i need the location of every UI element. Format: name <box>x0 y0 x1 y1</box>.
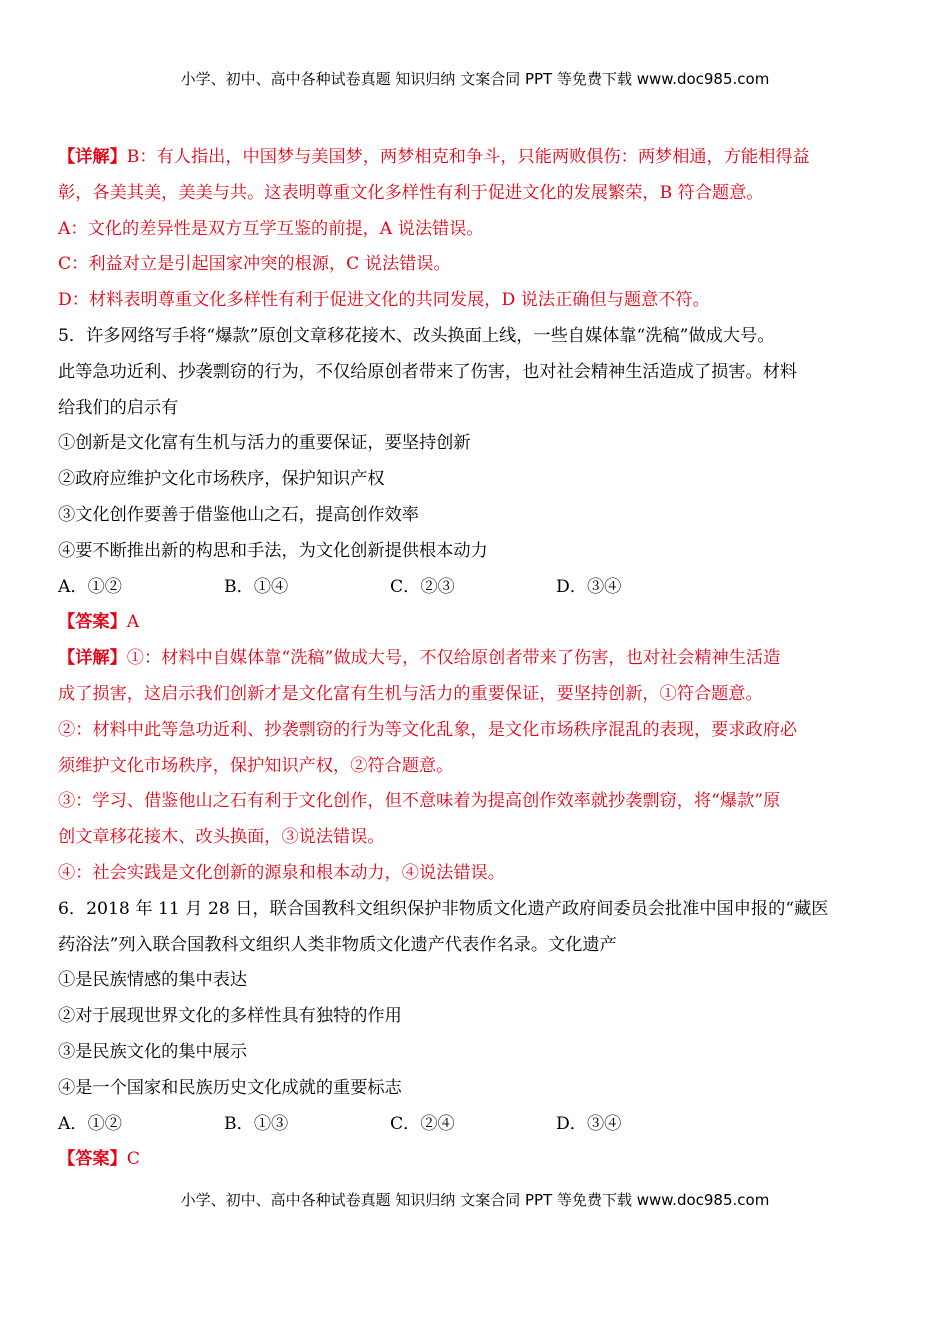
q5-statement: ①创新是文化富有生机与活力的重要保证，要坚持创新 <box>58 433 471 454</box>
q4-explanation-line: C：利益对立是引起国家冲突的根源，C 说法错误。 <box>58 254 451 275</box>
q6-answer <box>58 1142 898 1178</box>
q5-explanation-line: 须维护文化市场秩序，保护知识产权，②符合题意。 <box>58 755 454 776</box>
q6-stem: 药浴法”列入联合国教科文组织人类非物质文化遗产代表作名录。文化遗产 <box>58 934 617 955</box>
document-body <box>58 140 898 1178</box>
q5-explanation-line: ③：学习、借鉴他山之石有利于文化创作，但不意味着为提高创作效率就抄袭剽窃，将“爆款”原 <box>58 791 781 812</box>
q6-option-c: C．②④ <box>390 1113 455 1134</box>
q6-statement: ④是一个国家和民族历史文化成就的重要标志 <box>58 1077 402 1098</box>
q5-explanation-line: 【详解】①：材料中自媒体靠“洗稿”做成大号，不仅给原创者带来了伤害，也对社会精神生活造 <box>58 648 781 669</box>
q4-explanation-line: A：文化的差异性是双方互学互鉴的前提，A 说法错误。 <box>58 218 484 239</box>
q5-statement: ③文化创作要善于借鉴他山之石，提高创作效率 <box>58 504 419 525</box>
q5-stem: 5．许多网络写手将“爆款”原创文章移花接木、改头换面上线，一些自媒体靠“洗稿”做成大号。 <box>58 325 775 346</box>
header-banner: 小学、初中、高中各种试卷真题 知识归纳 文案合同 PPT 等免费下载 www.doc985.com <box>180 70 770 88</box>
answer-value: C <box>126 1149 140 1170</box>
q5-explanation-line: ②：材料中此等急功近利、抄袭剽窃的行为等文化乱象，是文化市场秩序混乱的表现，要求政府必 <box>58 719 798 740</box>
q4-explanation-line: D：材料表明尊重文化多样性有利于促进文化的共同发展，D 说法正确但与题意不符。 <box>58 290 710 311</box>
q5-stem: 给我们的启示有 <box>58 397 179 418</box>
explanation-tag: 【详解】 <box>58 147 127 167</box>
q6-stem: 6．2018 年 11 月 28 日，联合国教科文组织保护非物质文化遗产政府间委员会批准中国申报的“藏医 <box>58 898 829 919</box>
q6-option-d: D．③④ <box>556 1113 622 1134</box>
q5-stem: 此等急功近利、抄袭剽窃的行为，不仅给原创者带来了伤害，也对社会精神生活造成了损害。材料 <box>58 361 798 382</box>
q6-option-b: B．①③ <box>224 1113 289 1134</box>
q4-explanation-line: 【详解】B：有人指出，中国梦与美国梦，两梦相克和争斗，只能两败俱伤：两梦相通，方能相得益 <box>58 147 810 167</box>
q5-option-a: A．①② <box>58 576 122 597</box>
q5-option-b: B．①④ <box>224 576 289 597</box>
q5-answer <box>58 605 898 641</box>
footer-banner: 小学、初中、高中各种试卷真题 知识归纳 文案合同 PPT 等免费下载 www.doc985.com <box>180 1191 770 1209</box>
q5-option-c: C．②③ <box>390 576 455 597</box>
q4-explanation-line: 彰，各美其美，美美与共。这表明尊重文化多样性有利于促进文化的发展繁荣，B 符合题意。 <box>58 182 764 203</box>
q6-statement: ③是民族文化的集中展示 <box>58 1041 248 1062</box>
answer-value: A <box>126 612 140 633</box>
q5-statement: ②政府应维护文化市场秩序，保护知识产权 <box>58 469 385 490</box>
q6-statement: ①是民族情感的集中表达 <box>58 970 248 991</box>
q5-explanation-line: 创文章移花接木、改头换面，③说法错误。 <box>58 827 385 848</box>
explanation-tag: 【详解】 <box>58 648 127 669</box>
q6-options <box>58 1107 898 1143</box>
q5-statement: ④要不断推出新的构思和手法，为文化创新提供根本动力 <box>58 540 488 561</box>
q6-statement: ②对于展现世界文化的多样性具有独特的作用 <box>58 1006 402 1027</box>
q5-option-d: D．③④ <box>556 576 622 597</box>
answer-tag: 【答案】 <box>58 1149 127 1170</box>
q5-explanation-line: ④：社会实践是文化创新的源泉和根本动力，④说法错误。 <box>58 862 505 883</box>
answer-tag: 【答案】 <box>58 612 127 633</box>
q5-explanation-line: 成了损害，这启示我们创新才是文化富有生机与活力的重要保证，要坚持创新，①符合题意。 <box>58 683 763 704</box>
q6-option-a: A．①② <box>58 1113 122 1134</box>
q5-options <box>58 570 898 606</box>
